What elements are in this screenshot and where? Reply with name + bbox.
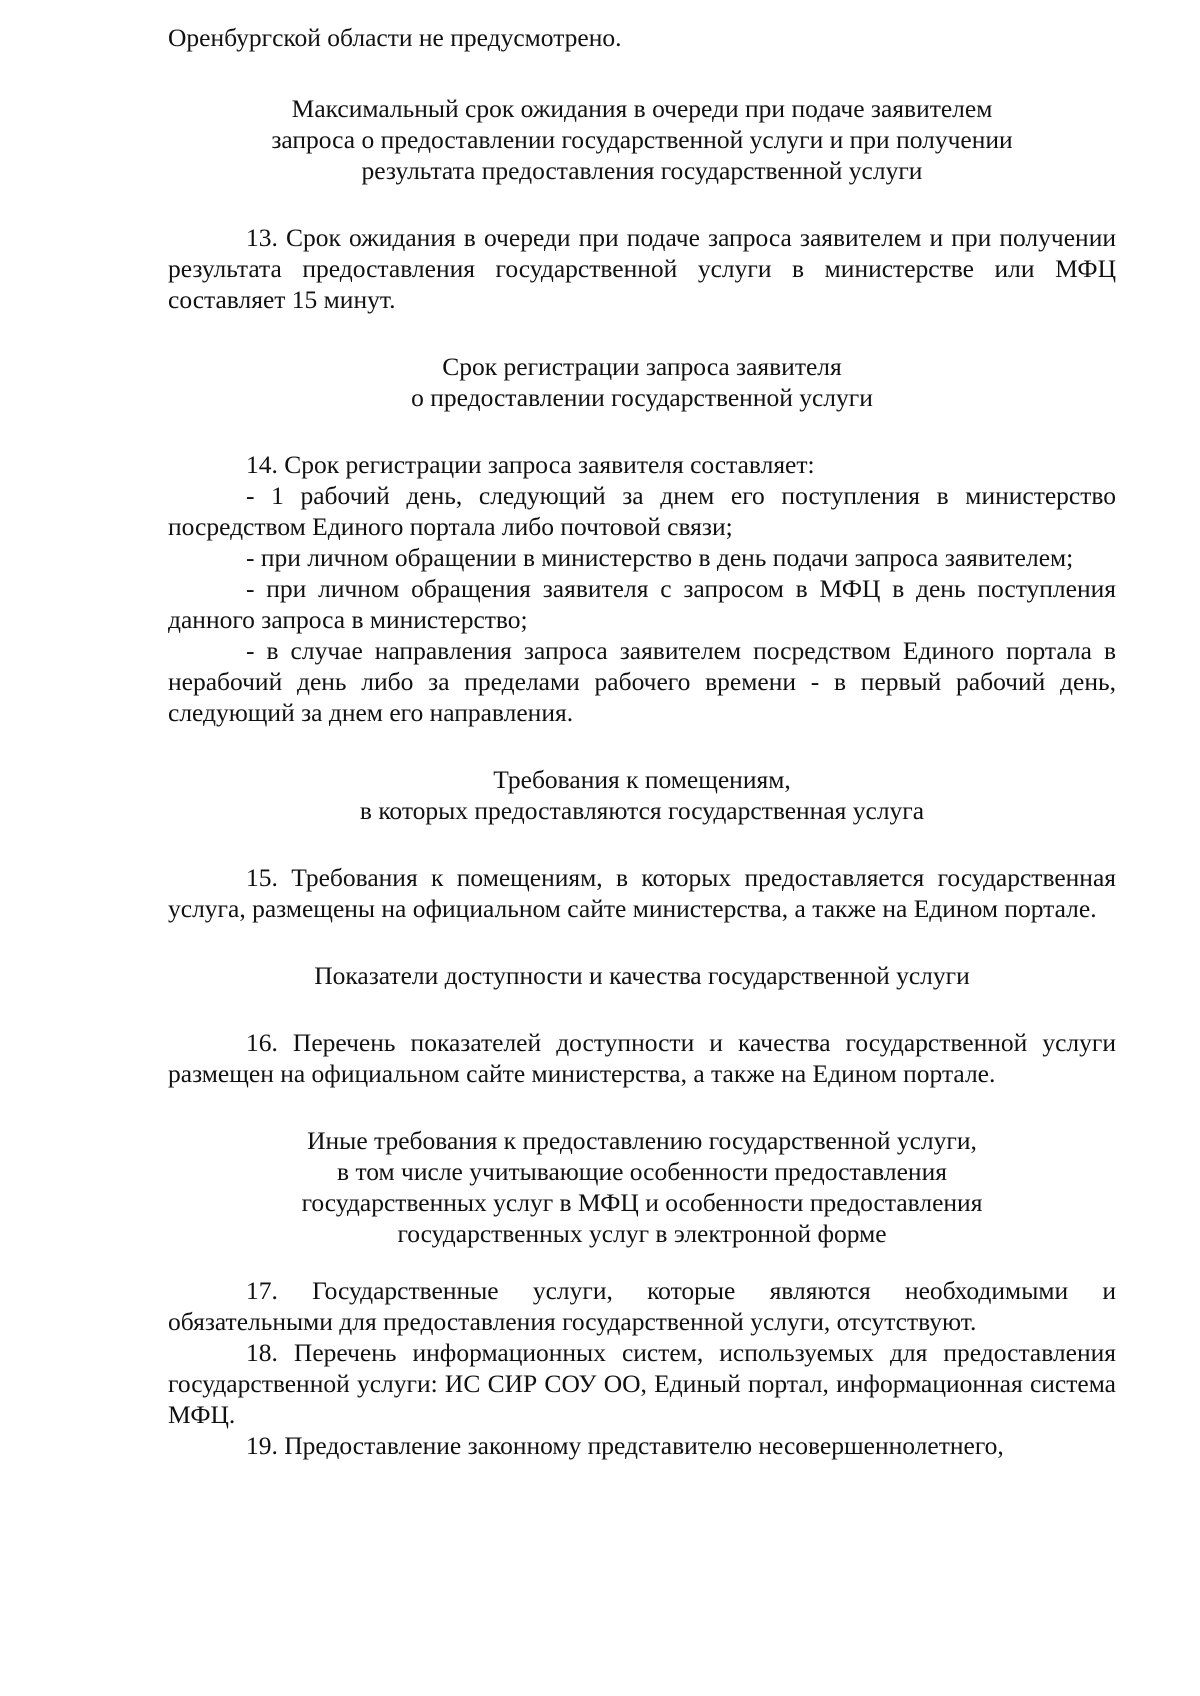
intro-line: Оренбургской области не предусмотрено. [168, 23, 622, 52]
section-heading-queue-time: Максимальный срок ожидания в очереди при подаче заявителем запроса о предоставлении государственной услуги и при получении результата предоставления государственной услуги [271, 94, 1013, 185]
section-heading-premises: Требования к помещениям, в которых предоставляются государственная услуга [359, 765, 925, 825]
section-heading-other-requirements: Иные требования к предоставлению государственной услуги, в том числе учитывающие особенности предоставления государственных услуг в МФЦ и особенности предоставления государственных услуг в электронной форме [301, 1126, 983, 1248]
paragraph-13: 13. Срок ожидания в очереди при подаче запроса заявителем и при получении результата предоставления государственной услуги в министерстве или МФЦ составляет 15 минут. [168, 223, 1116, 314]
list-item: - при личном обращения заявителя с запросом в МФЦ в день поступления данного запроса в министерство; [168, 574, 1116, 634]
section-heading-quality: Показатели доступности и качества государственной услуги [314, 961, 970, 990]
paragraph-15: 15. Требования к помещениям, в которых предоставляется государственная услуга, размещены на официальном сайте министерства, а также на Едином портале. [168, 863, 1116, 923]
document-body [168, 22, 1116, 1461]
paragraph-17: 17. Государственные услуги, которые являются необходимыми и обязательными для предоставления государственной услуги, отсутствуют. [168, 1276, 1116, 1336]
paragraph-16: 16. Перечень показателей доступности и качества государственной услуги размещен на официальном сайте министерства, а также на Едином портале. [168, 1028, 1116, 1088]
list-item: - в случае направления запроса заявителем посредством Единого портала в нерабочий день либо за пределами рабочего времени - в первый рабочий день, следующий за днем его направления. [168, 636, 1116, 727]
list-item: - 1 рабочий день, следующий за днем его поступления в министерство посредством Единого портала либо почтовой связи; [168, 481, 1116, 541]
paragraph-18: 18. Перечень информационных систем, используемых для предоставления государственной услуги: ИС СИР СОУ ОО, Единый портал, информационная система МФЦ. [168, 1338, 1116, 1429]
section-heading-registration: Срок регистрации запроса заявителя о предоставлении государственной услуги [411, 352, 873, 412]
paragraph-14: 14. Срок регистрации запроса заявителя составляет: [246, 450, 815, 479]
paragraph-19: 19. Предоставление законному представителю несовершеннолетнего, [246, 1431, 1004, 1460]
list-item: - при личном обращении в министерство в день подачи запроса заявителем; [246, 543, 1074, 572]
